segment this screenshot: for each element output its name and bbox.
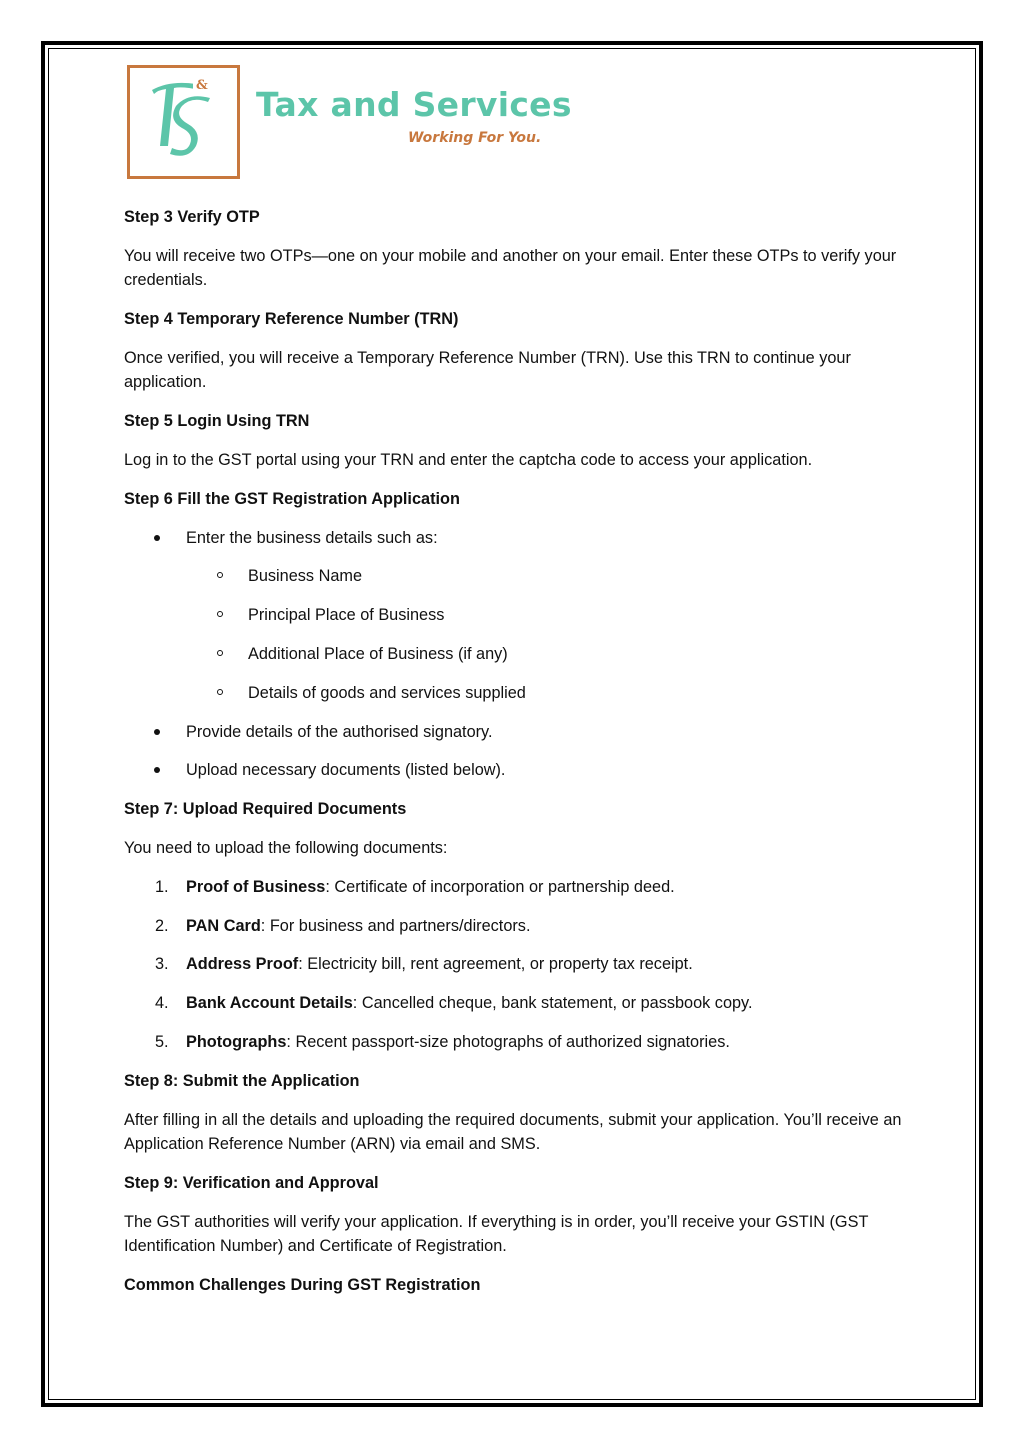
circle-bullet-icon — [217, 572, 223, 578]
sub-list-item — [124, 603, 904, 628]
sub-list-item-text: Additional Place of Business (if any) — [248, 644, 508, 663]
step3-heading: Step 3 Verify OTP — [124, 208, 260, 226]
bullet-icon — [154, 767, 160, 773]
document-item — [124, 1030, 904, 1055]
step9-heading: Step 9: Verification and Approval — [124, 1173, 379, 1192]
logo — [127, 65, 240, 179]
document-item — [124, 875, 904, 900]
logo-monogram-icon — [130, 68, 237, 176]
step4-text: Once verified, you will receive a Temporary Reference Number (TRN). Use this TRN to continue your application. — [124, 348, 851, 392]
document-desc: : For business and partners/directors. — [260, 916, 531, 935]
bullet-icon — [154, 729, 160, 735]
documents-list — [124, 875, 904, 1055]
document-desc: : Electricity bill, rent agreement, or property tax receipt. — [298, 955, 693, 974]
document-number: 1. — [155, 877, 169, 896]
brand-tagline: Working For You. — [408, 130, 542, 146]
step8-text: After filling in all the details and uploading the required documents, submit your application. You’ll receive an Application Reference Number (ARN) via email and SMS. — [124, 1110, 902, 1154]
brand-name: Tax and Services — [256, 85, 572, 124]
sub-list-item-text: Business Name — [248, 567, 363, 586]
step9-text: The GST authorities will verify your application. If everything is in order, you’ll receive your GSTIN (GST Identification Number) and Certificate of Registration. — [124, 1212, 869, 1256]
step5-text: Log in to the GST portal using your TRN and enter the captcha code to access your application. — [124, 450, 813, 469]
logo-ampersand: & — [196, 78, 208, 93]
document-desc: : Certificate of incorporation or partnership deed. — [325, 877, 675, 896]
document-number: 2. — [155, 916, 169, 935]
document-label: PAN Card — [186, 916, 261, 935]
document-desc: : Cancelled cheque, bank statement, or passbook copy. — [352, 994, 753, 1013]
document-body — [124, 205, 904, 1312]
bullet-icon — [154, 535, 160, 541]
list-item — [124, 526, 904, 551]
sub-list-item — [124, 642, 904, 667]
circle-bullet-icon — [217, 650, 223, 656]
document-number: 4. — [155, 994, 169, 1013]
sub-list-item-text: Details of goods and services supplied — [248, 683, 526, 702]
step8-heading: Step 8: Submit the Application — [124, 1071, 360, 1090]
list-item-text: Upload necessary documents (listed below). — [186, 761, 506, 780]
step5-heading: Step 5 Login Using TRN — [124, 412, 310, 431]
sub-list-item — [124, 681, 904, 706]
sub-list-item-text: Principal Place of Business — [248, 606, 445, 625]
sub-list-item — [124, 564, 904, 589]
step7-intro: You need to upload the following documents: — [124, 838, 448, 857]
document-item — [124, 952, 904, 977]
document-label: Photographs — [186, 1032, 287, 1051]
list-item-text: Provide details of the authorised signatory. — [186, 722, 493, 741]
common-challenges-heading: Common Challenges During GST Registration — [124, 1275, 481, 1294]
document-item — [124, 991, 904, 1016]
step3-text: You will receive two OTPs—one on your mobile and another on your email. Enter these OTPs to verify your credentials. — [124, 246, 897, 290]
document-number: 3. — [155, 955, 169, 974]
circle-bullet-icon — [217, 689, 223, 695]
list-item — [124, 758, 904, 783]
document-desc: : Recent passport-size photographs of authorized signatories. — [286, 1032, 730, 1051]
document-label: Address Proof — [186, 955, 299, 974]
document-number: 5. — [155, 1032, 169, 1051]
document-item — [124, 914, 904, 939]
document-label: Proof of Business — [186, 877, 326, 896]
list-item — [124, 720, 904, 745]
step4-heading: Step 4 Temporary Reference Number (TRN) — [124, 310, 459, 329]
step6-heading: Step 6 Fill the GST Registration Application — [124, 489, 460, 508]
step6-list — [124, 526, 904, 783]
circle-bullet-icon — [217, 611, 223, 617]
step7-heading: Step 7: Upload Required Documents — [124, 800, 407, 819]
document-label: Bank Account Details — [186, 994, 353, 1013]
brand — [256, 85, 572, 146]
list-item-text: Enter the business details such as: — [186, 528, 438, 547]
